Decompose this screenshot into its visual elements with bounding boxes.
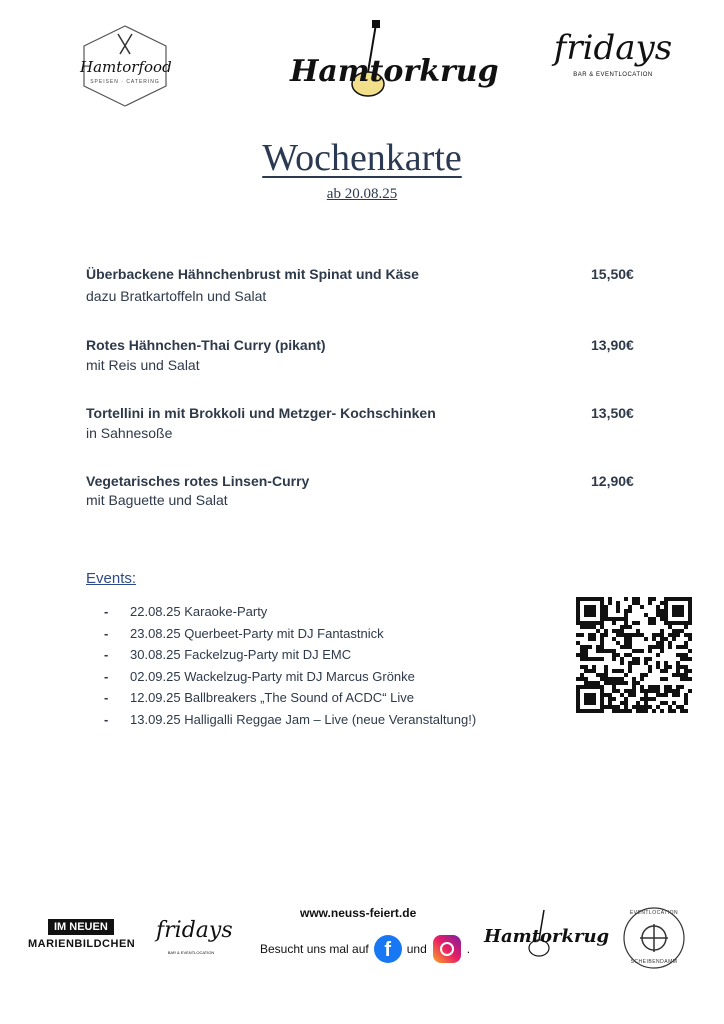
event-text: 12.09.25 Ballbreakers „The Sound of ACDC“ Live xyxy=(130,690,414,705)
event-item xyxy=(104,687,476,709)
list-dash: - xyxy=(104,625,109,641)
event-item xyxy=(104,644,476,666)
menu-item-price: 15,50€ xyxy=(591,266,634,282)
event-item xyxy=(104,601,476,623)
menu-item-price: 13,50€ xyxy=(591,405,634,421)
fridays-footer-logo xyxy=(156,914,233,966)
page-title: Wochenkarte xyxy=(262,137,462,179)
menu-item-price: 13,90€ xyxy=(591,337,634,353)
fridays-footer-logo-tagline: BAR & EVENTLOCATION xyxy=(167,950,215,955)
menu-item-name: Vegetarisches rotes Linsen-Curry xyxy=(86,473,310,489)
menu-item-name: Rotes Hähnchen-Thai Curry (pikant) xyxy=(86,337,326,353)
hamtorfood-logo-name: Hamtorfood xyxy=(80,58,172,76)
event-text: 23.08.25 Querbeet-Party mit DJ Fantastnick xyxy=(130,625,384,641)
marienbildchen-logo xyxy=(28,916,138,960)
events-list xyxy=(104,601,476,730)
qr-code[interactable] xyxy=(576,597,692,713)
event-text: 22.08.25 Karaoke-Party xyxy=(130,604,268,619)
page-subtitle: ab 20.08.25 xyxy=(326,186,398,202)
hamtorfood-logo-tagline: SPEISEN · CATERING xyxy=(90,79,160,85)
event-text: 13.09.25 Halligalli Reggae Jam – Live (neue Veranstaltung!) xyxy=(130,711,477,727)
event-item xyxy=(104,623,476,645)
social-and-text: und xyxy=(406,942,427,956)
marienbildchen-logo-line2: MARIENBILDCHEN xyxy=(28,938,136,950)
fridays-logo-name: fridays xyxy=(553,28,673,68)
scheibendamm-logo xyxy=(622,906,686,970)
social-visit-text: Besucht uns mal auf xyxy=(260,942,369,956)
hamtorkrug-logo xyxy=(290,14,499,116)
fridays-logo xyxy=(553,20,673,100)
hamtorkrug-logo-name: Hamtorkrug xyxy=(290,54,499,89)
hamtorfood-logo xyxy=(80,24,170,108)
menu-item-description: dazu Bratkartoffeln und Salat xyxy=(86,288,267,304)
list-dash: - xyxy=(104,690,109,705)
website-link[interactable]: www.neuss-feiert.de xyxy=(300,906,417,920)
fridays-logo-tagline: BAR & EVENTLOCATION xyxy=(573,72,653,78)
hamtorkrug-footer-logo xyxy=(484,906,610,966)
event-item xyxy=(104,709,476,731)
hamtorkrug-footer-logo-name: Hamtorkrug xyxy=(484,926,610,947)
menu-item-name: Tortellini in mit Brokkoli und Metzger- Kochschinken xyxy=(86,405,436,421)
scheibendamm-logo-bottom: SCHEIBENDAMM xyxy=(630,959,678,965)
facebook-icon[interactable]: f xyxy=(374,935,402,963)
menu-item-price: 12,90€ xyxy=(591,473,634,489)
scheibendamm-logo-top: EVENTLOCATION xyxy=(629,910,679,916)
menu-item-description: in Sahnesoße xyxy=(86,425,173,441)
list-dash: - xyxy=(104,711,109,727)
instagram-icon[interactable] xyxy=(433,935,461,963)
event-text: 02.09.25 Wackelzug-Party mit DJ Marcus Grönke xyxy=(130,668,415,684)
list-dash: - xyxy=(104,668,109,684)
social-period: . xyxy=(466,942,471,956)
menu-item-name: Überbackene Hähnchenbrust mit Spinat und Käse xyxy=(86,266,419,282)
menu-item-description: mit Baguette und Salat xyxy=(86,492,228,508)
menu-item-description: mit Reis und Salat xyxy=(86,357,200,373)
fridays-footer-logo-name: fridays xyxy=(156,918,233,943)
events-heading: Events: xyxy=(86,570,137,587)
social-line xyxy=(260,935,470,963)
list-dash: - xyxy=(104,647,109,662)
event-item xyxy=(104,666,476,688)
marienbildchen-logo-line1: IM NEUEN xyxy=(48,919,114,935)
event-text: 30.08.25 Fackelzug-Party mit DJ EMC xyxy=(130,647,352,662)
qr-code-icon xyxy=(576,597,692,713)
list-dash: - xyxy=(104,604,109,619)
